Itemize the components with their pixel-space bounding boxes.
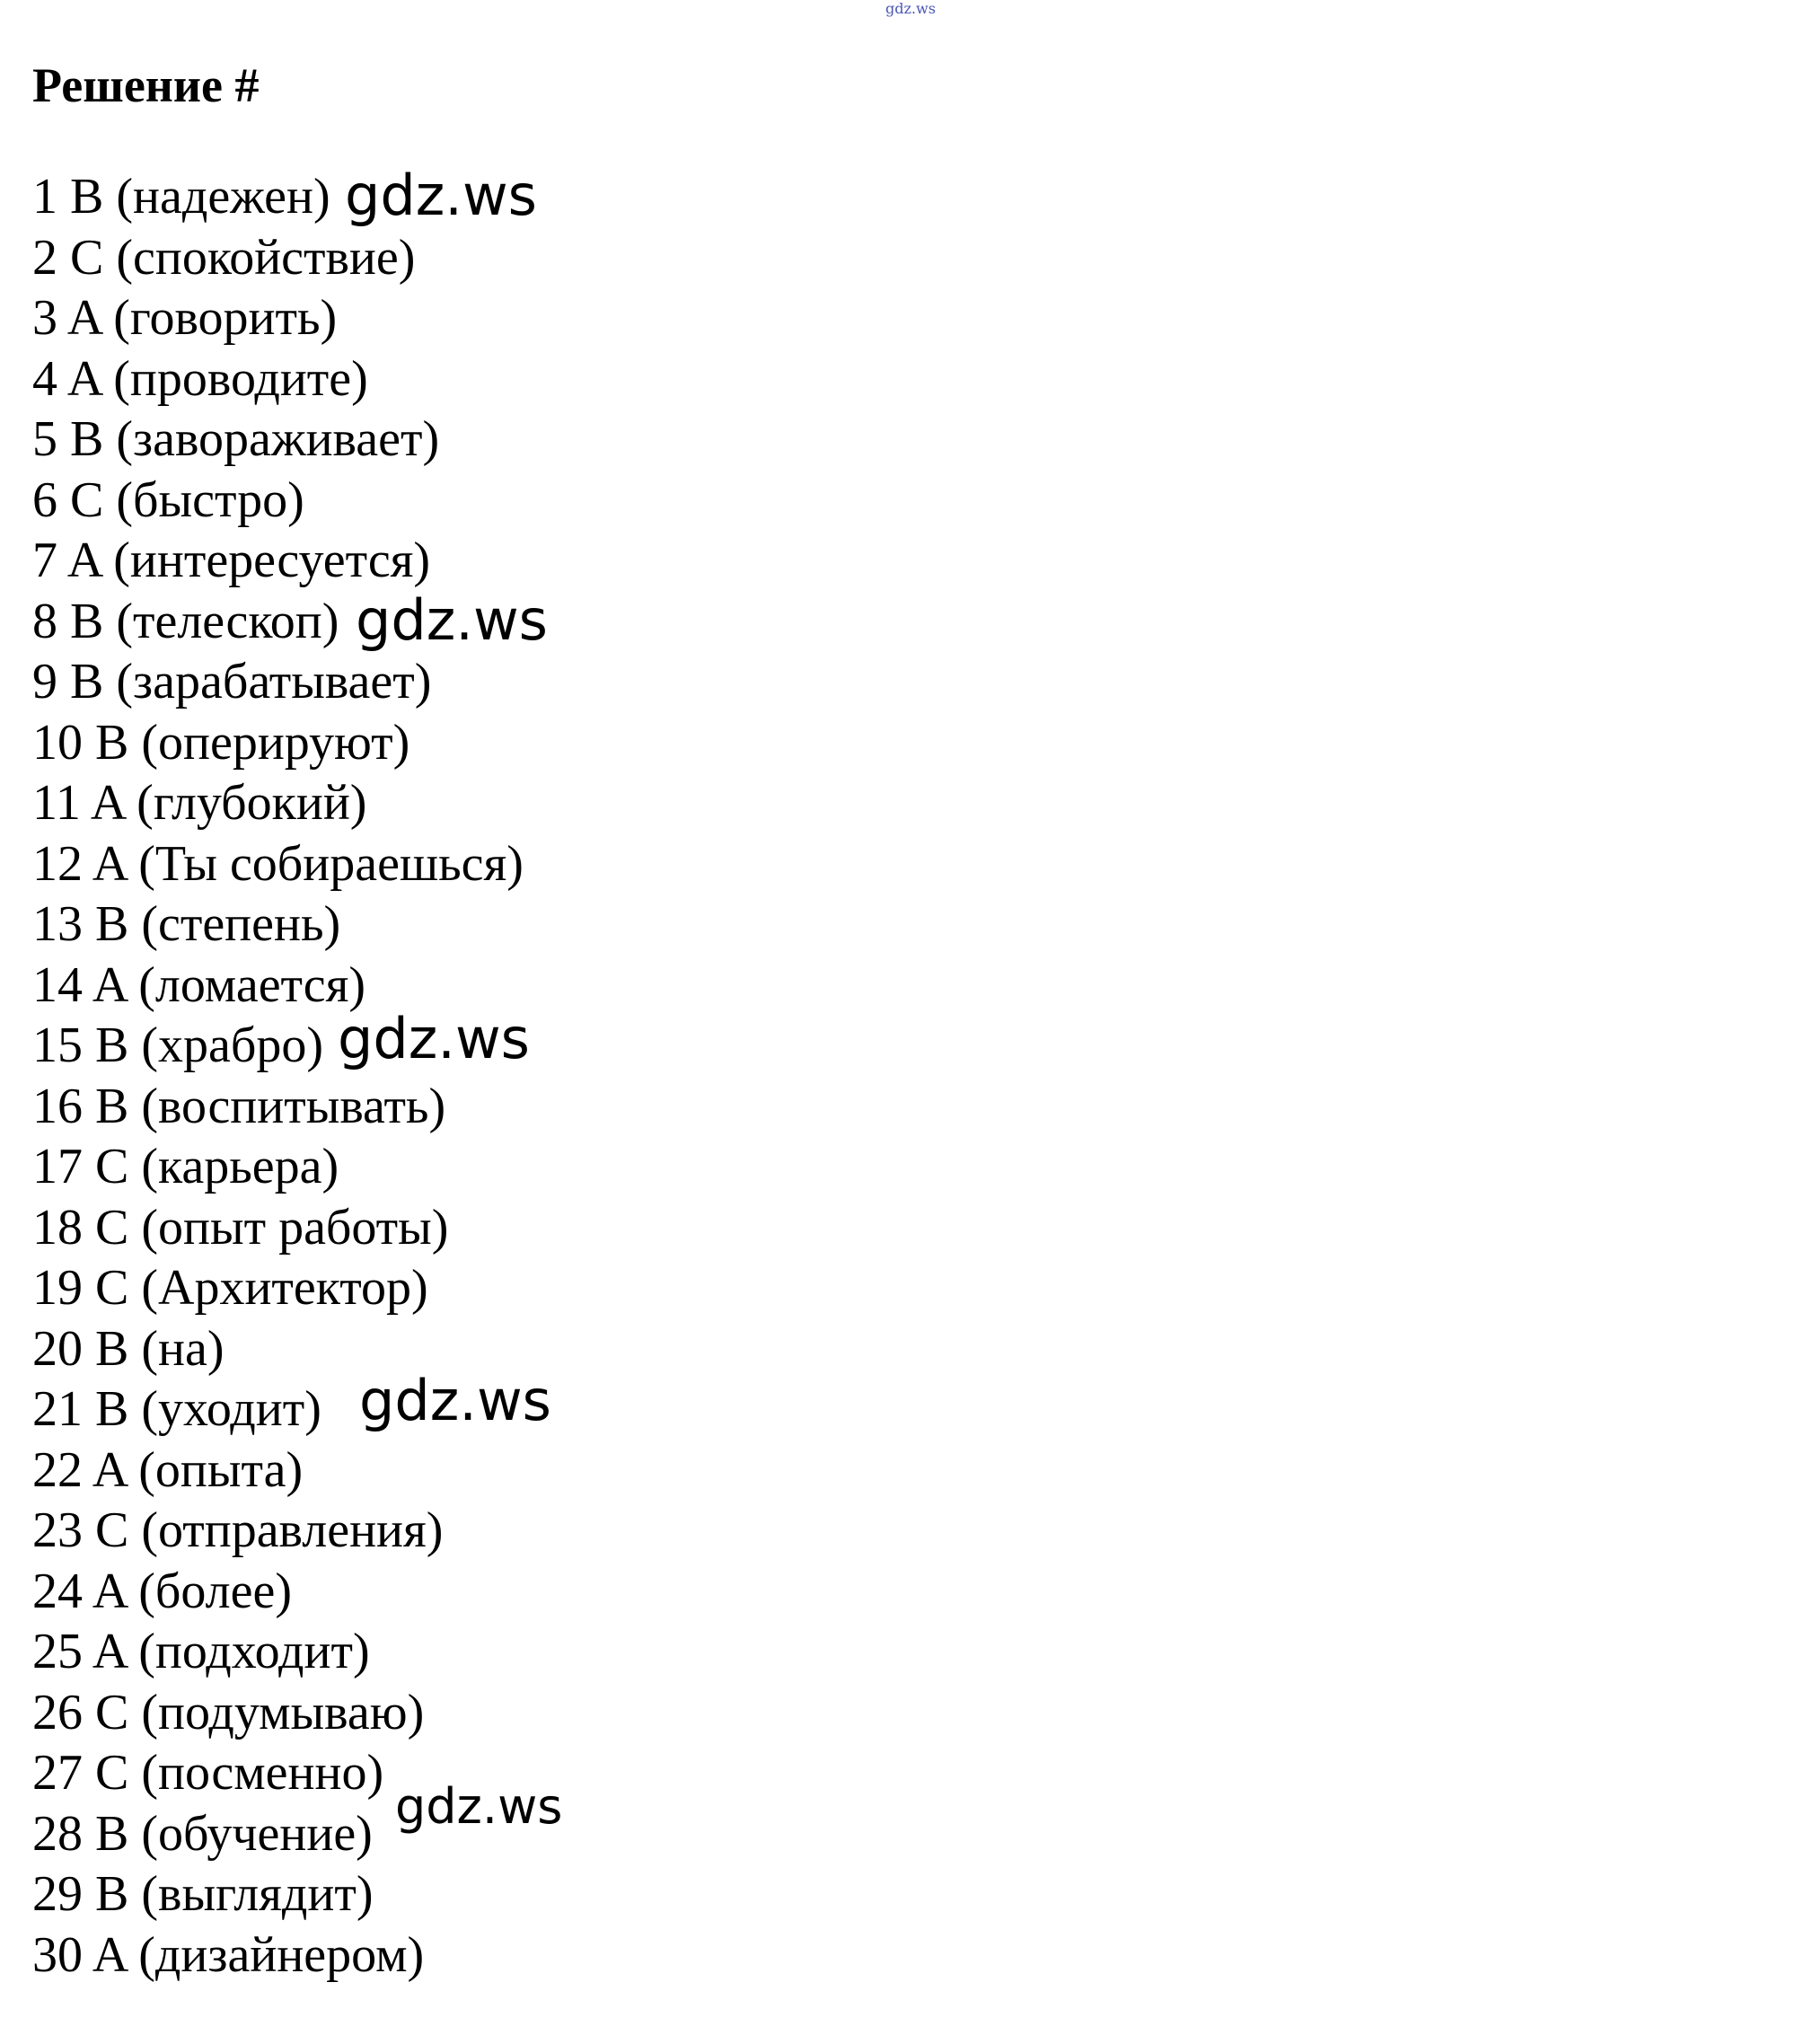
- answer-text: 29 B (выглядит): [32, 1866, 374, 1922]
- answer-item-17: [32, 1137, 524, 1198]
- answer-item-24: [32, 1562, 524, 1623]
- answer-text: 3 A (говорить): [32, 290, 338, 346]
- answer-text: 14 A (ломается): [32, 956, 365, 1013]
- answer-text: 16 B (воспитывать): [32, 1078, 446, 1134]
- page-title: Решение #: [32, 58, 260, 112]
- watermark-gdz-3: gdz.ws: [338, 1006, 530, 1071]
- answer-text: 20 B (на): [32, 1320, 225, 1377]
- answer-text: 30 A (дизайнером): [32, 1926, 425, 1983]
- answer-text: 18 C (опыт работы): [32, 1199, 449, 1255]
- watermark-gdz-5: gdz.ws: [395, 1778, 563, 1835]
- answer-text: 5 B (завораживает): [32, 411, 440, 467]
- answer-text: 10 B (оперируют): [32, 714, 410, 771]
- answer-item-18: [32, 1198, 524, 1259]
- answer-item-29: [32, 1864, 524, 1925]
- answer-text: 12 A (Ты собираешься): [32, 835, 524, 892]
- answer-text: 11 A (глубокий): [32, 775, 367, 831]
- answer-item-11: [32, 773, 524, 834]
- answer-text: 22 A (опыта): [32, 1441, 304, 1498]
- answer-text: 1 B (надежен): [32, 169, 330, 225]
- answer-text: 28 B (обучение): [32, 1805, 373, 1862]
- answer-item-22: [32, 1440, 524, 1502]
- answer-text: 15 B (храбро): [32, 1018, 323, 1073]
- answer-text: 6 C (быстро): [32, 471, 304, 528]
- answer-text: 17 C (карьера): [32, 1139, 339, 1194]
- answer-item-7: [32, 531, 524, 592]
- answer-text: 9 B (зарабатывает): [32, 654, 432, 709]
- answer-text: 4 A (проводите): [32, 350, 368, 407]
- answer-text: 7 A (интересуется): [32, 533, 431, 588]
- answer-item-3: [32, 288, 524, 349]
- answer-item-4: [32, 349, 524, 410]
- answer-text: 25 A (подходит): [32, 1624, 370, 1679]
- answer-item-9: [32, 652, 524, 713]
- answer-text: 27 C (посменно): [32, 1745, 384, 1801]
- answer-text: 8 B (телескоп): [32, 593, 339, 649]
- answer-text: 21 B (уходит): [32, 1381, 321, 1437]
- answer-item-23: [32, 1501, 524, 1562]
- answer-item-30: [32, 1925, 524, 1987]
- watermark-gdz-4: gdz.ws: [359, 1368, 551, 1433]
- answer-item-12: [32, 834, 524, 895]
- answer-item-5: [32, 410, 524, 471]
- answer-item-26: [32, 1683, 524, 1744]
- answer-list: [32, 167, 524, 1986]
- answer-text: 26 C (подумываю): [32, 1684, 425, 1740]
- answer-text: 23 C (отправления): [32, 1502, 444, 1558]
- answer-item-10: [32, 713, 524, 774]
- answer-item-6: [32, 471, 524, 532]
- answer-item-19: [32, 1258, 524, 1319]
- answer-item-25: [32, 1622, 524, 1683]
- watermark-gdz-1: gdz.ws: [345, 163, 537, 228]
- answer-text: 19 C (Архитектор): [32, 1260, 428, 1316]
- answer-text: 2 C (спокойствие): [32, 229, 416, 286]
- answer-text: 13 B (степень): [32, 896, 341, 952]
- watermark-gdz-2: gdz.ws: [356, 587, 548, 653]
- answer-item-13: [32, 894, 524, 956]
- answer-text: 24 A (более): [32, 1563, 292, 1619]
- answer-item-2: [32, 228, 524, 289]
- answer-item-16: [32, 1077, 524, 1138]
- top-watermark: gdz.ws: [885, 0, 936, 17]
